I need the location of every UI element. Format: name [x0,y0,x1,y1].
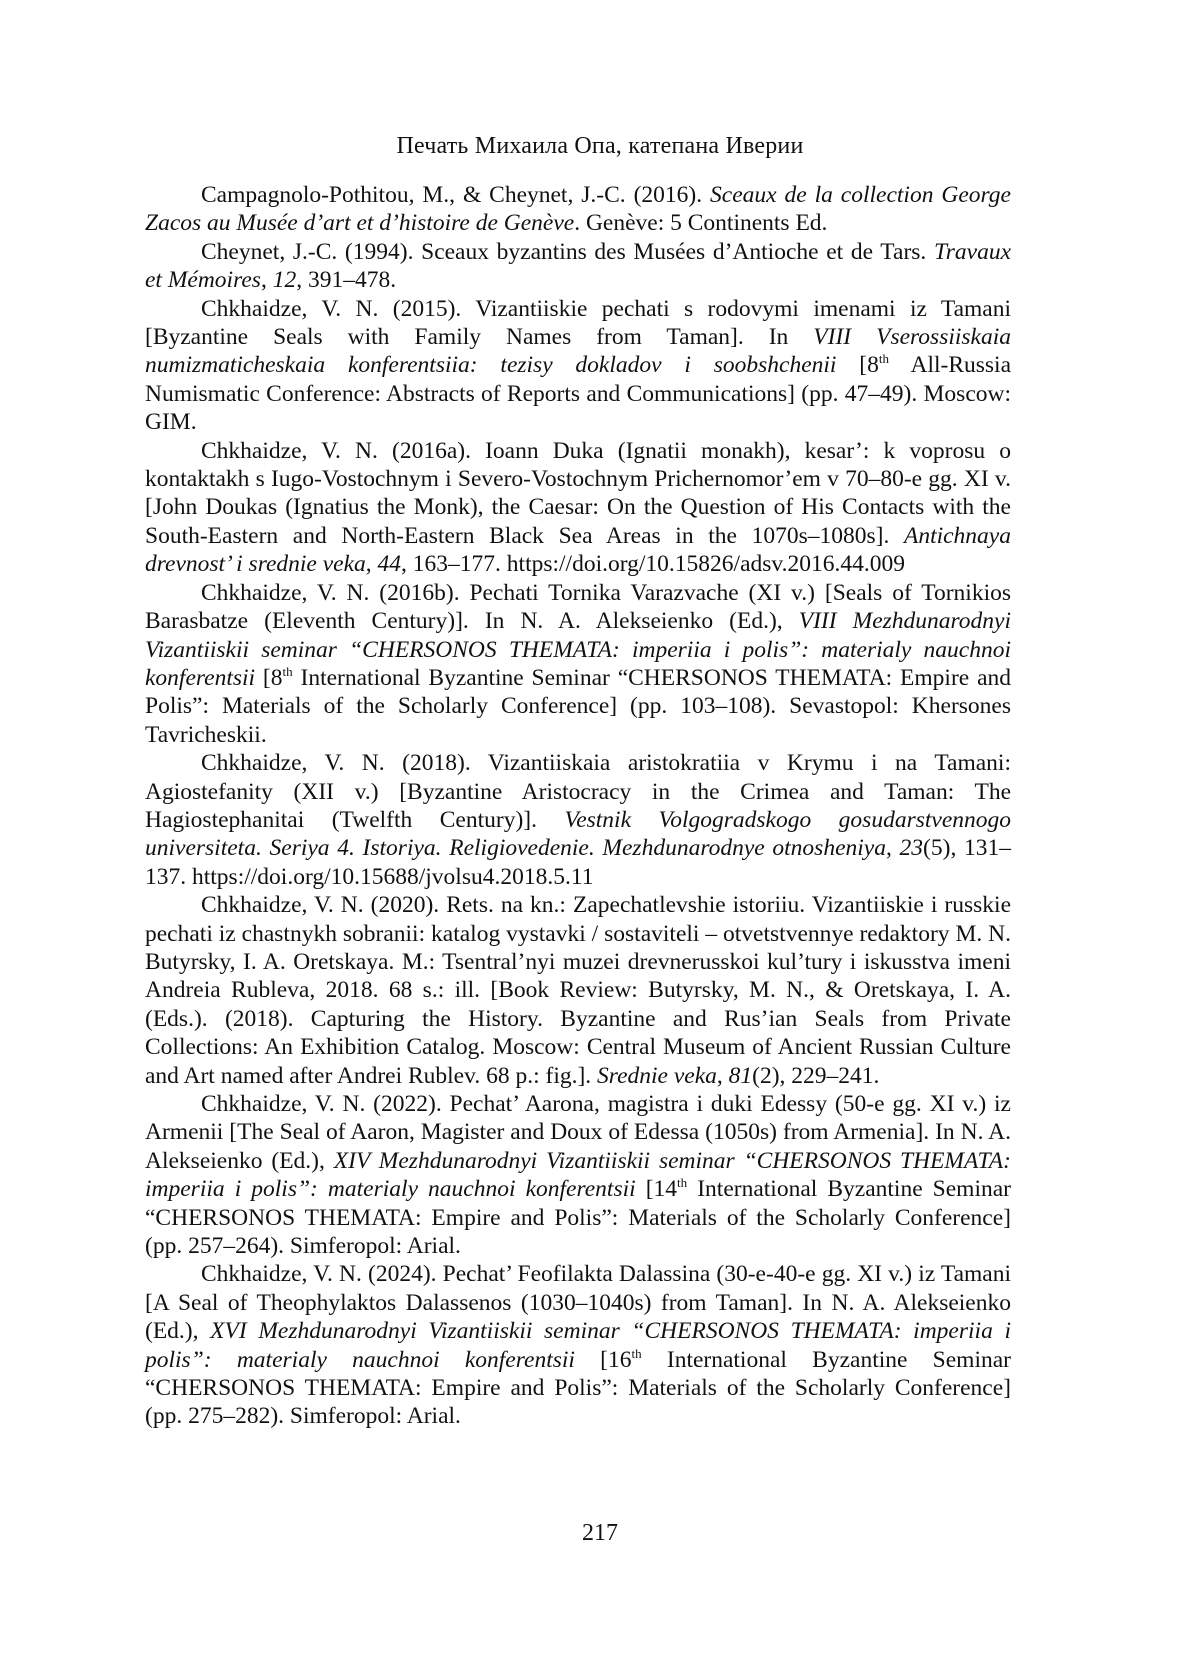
reference-text: [16 [574,1346,632,1373]
reference-text: (5), 131–137. https://doi.org/10.15688/jvolsu4.2018.5.11 [145,835,1012,890]
reference-text: [8 [836,352,879,379]
reference-italic-text: VIII Mezhdunarodnyi Vizantiiskii seminar “CHERSONOS THEMATA: imperiia i polis”: materialy nauchnoi konferentsii [145,608,1012,691]
reference-text: Chkhaidze, V. N. (2022). Pechat’ Aarona, magistra i duki Edessy (50-e gg. XI v.) iz Armenii [The Seal of Aaron, Magister and Doux of Edessa (1050s) from Armenia]. In N. A. Alekseienko (Ed.), [145,1091,1011,1174]
reference-text: , [885,835,900,862]
reference-text: , 391–478. [296,267,397,294]
reference-italic-text: Antichnaya drevnost’ i srednie veka [145,522,1011,578]
reference-entry [145,437,1011,579]
reference-text: . Genève: 5 Continents Ed. [574,210,828,237]
reference-entry [145,181,1011,238]
reference-italic-text: 81 [728,1062,753,1089]
reference-italic-text: VIII Vserossiiskaia numizmaticheskaia konferentsiia: tezisy dokladov i soobshchenii [145,324,1011,379]
reference-text: International Byzantine Seminar “CHERSONOS THEMATA: Empire and Polis”: Materials of the Scholarly Conference] (pp. 103–108). Sevastopol: Khersones Tavricheskii. [145,664,1011,748]
reference-text: Chkhaidze, V. N. (2024). Pechat’ Feofilakta Dalassina (30-e-40-e gg. XI v.) iz Tamani [A Seal of Theophylaktos Dalassenos (1030–1040s) from Taman]. In N. A. Alekseienko (Ed.), [145,1261,1011,1345]
reference-italic-text: XVI Mezhdunarodnyi Vizantiiskii seminar “CHERSONOS THEMATA: imperiia i polis”: materialy nauchnoi konferentsii [145,1318,1011,1373]
reference-text: Cheynet, J.-C. (1994). Sceaux byzantins des Musées d’Antioche et de Tars. [201,238,934,265]
reference-entry [145,1260,1011,1430]
reference-list [145,181,1011,1431]
reference-text: Chkhaidze, V. N. (2020). Rets. na kn.: Zapechatlevshie istoriiu. Vizantiiskie i russkie pechati iz chastnykh sobranii: katalog vystavki / sostaviteli – otvetstvennye redaktory M. N. Butyrsky, I. A. Oretskaya. M.: Tsentral’nyi muzei drevnerusskoi kul’tury i iskusstva imeni Andreia Rubleva, 2018. 68 s.: ill. [Book Review: Butyrsky, M. N., & Oretskaya, I. A. (Eds.). (2018). Capturing the History. Byzantine and Rus’ian Seals from Private Collections: An Exhibition Catalog. Moscow: Central Museum of Ancient Russian Culture and Art named after Andrei Rublev. 68 p.: fig.]. [145,892,1011,1089]
reference-italic-text: 44 [377,551,402,578]
reference-entry [145,891,1011,1090]
reference-text: Chkhaidze, V. N. (2018). Vizantiiskaia aristokratiia v Krymu i na Tamani: Agiostefanity (XII v.) [Byzantine Aristocracy in the Crimea and Taman: The Hagiostephanitai (Twelfth Century)]. [145,750,1011,833]
reference-text: , [716,1062,729,1089]
reference-entry [145,749,1011,891]
reference-entry [145,295,1011,437]
reference-italic-text: 12 [272,267,297,294]
reference-text: [14 [635,1176,678,1203]
reference-text: Chkhaidze, V. N. (2015). Vizantiiskie pechati s rodovymi imenami iz Tamani [Byzantine Seals with Family Names from Taman]. In [145,295,1011,351]
reference-text: International Byzantine Seminar “CHERSONOS THEMATA: Empire and Polis”: Materials of the Scholarly Conference] (pp. 257–264). Simferopol: Arial. [145,1176,1011,1260]
reference-italic-text: Travaux et Mémoires [145,238,1011,294]
reference-entry [145,1090,1011,1260]
reference-text: , 163–177. https://doi.org/10.15826/adsv.2016.44.009 [401,551,906,578]
reference-text: [8 [255,664,283,691]
reference-italic-text: Vestnik Volgogradskogo gosudarstvennogo universiteta. Seriya 4. Istoriya. Religiovedenie. Mezhdunarodnye otnosheniya [145,806,1012,862]
reference-italic-text: 23 [899,835,924,862]
ordinal-superscript: th [282,664,293,680]
running-head: Печать Михаила Опа, катепана Иверии [396,133,804,159]
reference-text: (2), 229–241. [752,1062,880,1089]
reference-entry [145,579,1011,749]
reference-text: , [260,267,273,294]
reference-text: Chkhaidze, V. N. (2016b). Pechati Tornika Varazvache (XI v.) [Seals of Tornikios Barasbatze (Eleventh Century)]. In N. A. Alekseienko (Ed.), [145,579,1011,635]
ordinal-superscript: th [677,1175,688,1191]
reference-italic-text: Srednie veka [597,1062,717,1089]
reference-text: , [365,551,378,578]
page-number: 217 [582,1520,618,1546]
reference-text: International Byzantine Seminar “CHERSONOS THEMATA: Empire and Polis”: Materials of the Scholarly Conference] (pp. 275–282). Simferopol: Arial. [145,1346,1011,1430]
reference-italic-text: Sceaux de la collection George Zacos au Musée d’art et d’histoire de Genève [145,182,1011,237]
reference-entry [145,238,1011,295]
reference-text: Chkhaidze, V. N. (2016a). Ioann Duka (Ignatii monakh), kesar’: k voprosu o kontaktakh s Iugo-Vostochnym i Severo-Vostochnym Prichernomor’em v 70–80-e gg. XI v. [John Doukas (Ignatius the Monk), the Caesar: On the Question of His Contacts with the South-Eastern and North-Eastern Black Sea Areas in the 1070s–1080s]. [145,437,1011,549]
reference-text: All-Russia Numismatic Conference: Abstracts of Reports and Communications] (pp. 47–49). Moscow: GIM. [145,352,1011,436]
reference-italic-text: XIV Mezhdunarodnyi Vizantiiskii seminar “CHERSONOS THEMATA: imperiia i polis”: materialy nauchnoi konferentsii [145,1147,1011,1203]
ordinal-superscript: th [878,351,889,367]
ordinal-superscript: th [631,1345,642,1361]
reference-text: Campagnolo-Pothitou, M., & Cheynet, J.-C. (2016). [201,182,711,208]
